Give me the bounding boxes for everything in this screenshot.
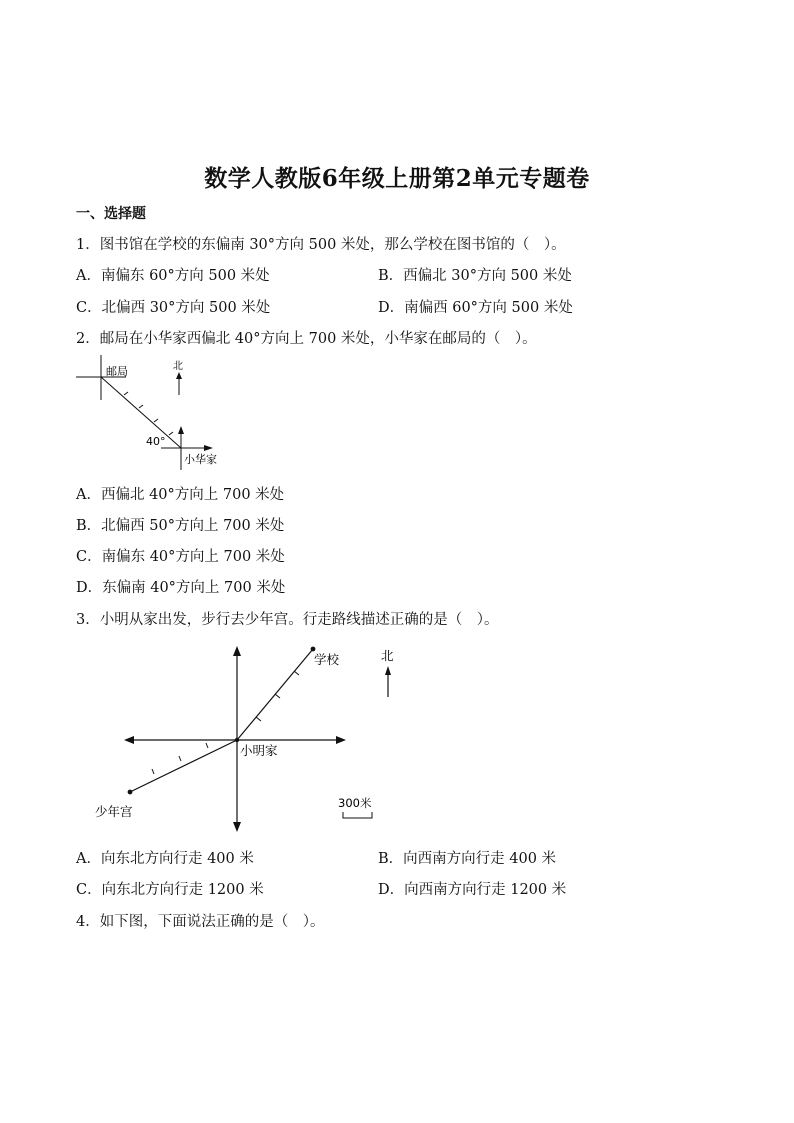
north-axis-arrow-icon xyxy=(233,646,241,656)
route-to-youth-palace xyxy=(130,740,237,792)
route-tick xyxy=(154,419,158,422)
angle-label: 40° xyxy=(146,435,166,448)
route-tick xyxy=(169,432,173,435)
page-title: 数学人教版6年级上册第2单元专题卷 xyxy=(204,165,590,192)
youth-palace-label: 少年宫 xyxy=(95,804,133,819)
post-office-label: 邮局 xyxy=(106,365,128,378)
section-heading: 一、选择题 xyxy=(76,206,146,222)
question-1-option-b[interactable]: B．西偏北 30°方向 500 米处 xyxy=(378,268,572,284)
north-label: 北 xyxy=(381,648,394,663)
east-arrow-icon xyxy=(336,736,346,744)
east-arrow-icon xyxy=(204,445,213,451)
route-tick xyxy=(152,769,154,774)
route-tick xyxy=(139,405,143,408)
question-2-option-b[interactable]: B．北偏西 50°方向上 700 米处 xyxy=(76,518,285,534)
home-point xyxy=(235,738,239,742)
route-line xyxy=(101,377,181,448)
question-2-option-a[interactable]: A．西偏北 40°方向上 700 米处 xyxy=(76,487,285,503)
question-4-stem: 4．如下图，下面说法正确的是（ ）。 xyxy=(76,914,325,930)
route-tick xyxy=(294,671,299,675)
school-point xyxy=(311,647,316,652)
question-2-stem: 2．邮局在小华家西偏北 40°方向上 700 米处，小华家在邮局的（ ）。 xyxy=(76,331,537,347)
question-3-option-c[interactable]: C．向东北方向行走 1200 米 xyxy=(76,882,264,898)
west-arrow-icon xyxy=(124,736,134,744)
home-label: 小华家 xyxy=(184,453,217,466)
question-1-option-c[interactable]: C．北偏西 30°方向 500 米处 xyxy=(76,300,271,316)
question-1-option-d[interactable]: D．南偏西 60°方向 500 米处 xyxy=(378,300,573,316)
north-arrow-icon xyxy=(176,372,182,379)
question-2-diagram xyxy=(76,355,236,475)
question-1-option-a[interactable]: A．南偏东 60°方向 500 米处 xyxy=(76,268,270,284)
youth-palace-point xyxy=(128,790,133,795)
question-2-option-c[interactable]: C．南偏东 40°方向上 700 米处 xyxy=(76,549,285,565)
route-tick xyxy=(179,756,181,761)
school-label: 学校 xyxy=(314,652,340,667)
question-1-stem: 1．图书馆在学校的东偏南 30°方向 500 米处，那么学校在图书馆的（ ）。 xyxy=(76,237,566,253)
scale-label: 300米 xyxy=(338,796,372,810)
question-3-option-a[interactable]: A．向东北方向行走 400 米 xyxy=(76,851,254,867)
north-label: 北 xyxy=(173,361,183,372)
home-north-arrow-icon xyxy=(178,426,184,434)
route-tick xyxy=(275,694,280,698)
route-tick xyxy=(256,717,261,721)
question-3-stem: 3．小明从家出发，步行去少年宫。行走路线描述正确的是（ ）。 xyxy=(76,612,499,628)
north-arrow-icon xyxy=(385,666,391,675)
south-axis-arrow-icon xyxy=(233,822,241,832)
home-label: 小明家 xyxy=(240,743,278,758)
question-3-option-d[interactable]: D．向西南方向行走 1200 米 xyxy=(378,882,567,898)
route-tick xyxy=(206,743,208,748)
question-3-diagram xyxy=(90,640,410,835)
scale-bar xyxy=(343,812,372,818)
question-2-option-d[interactable]: D．东偏南 40°方向上 700 米处 xyxy=(76,580,286,596)
route-tick xyxy=(124,392,128,395)
question-3-option-b[interactable]: B．向西南方向行走 400 米 xyxy=(378,851,557,867)
